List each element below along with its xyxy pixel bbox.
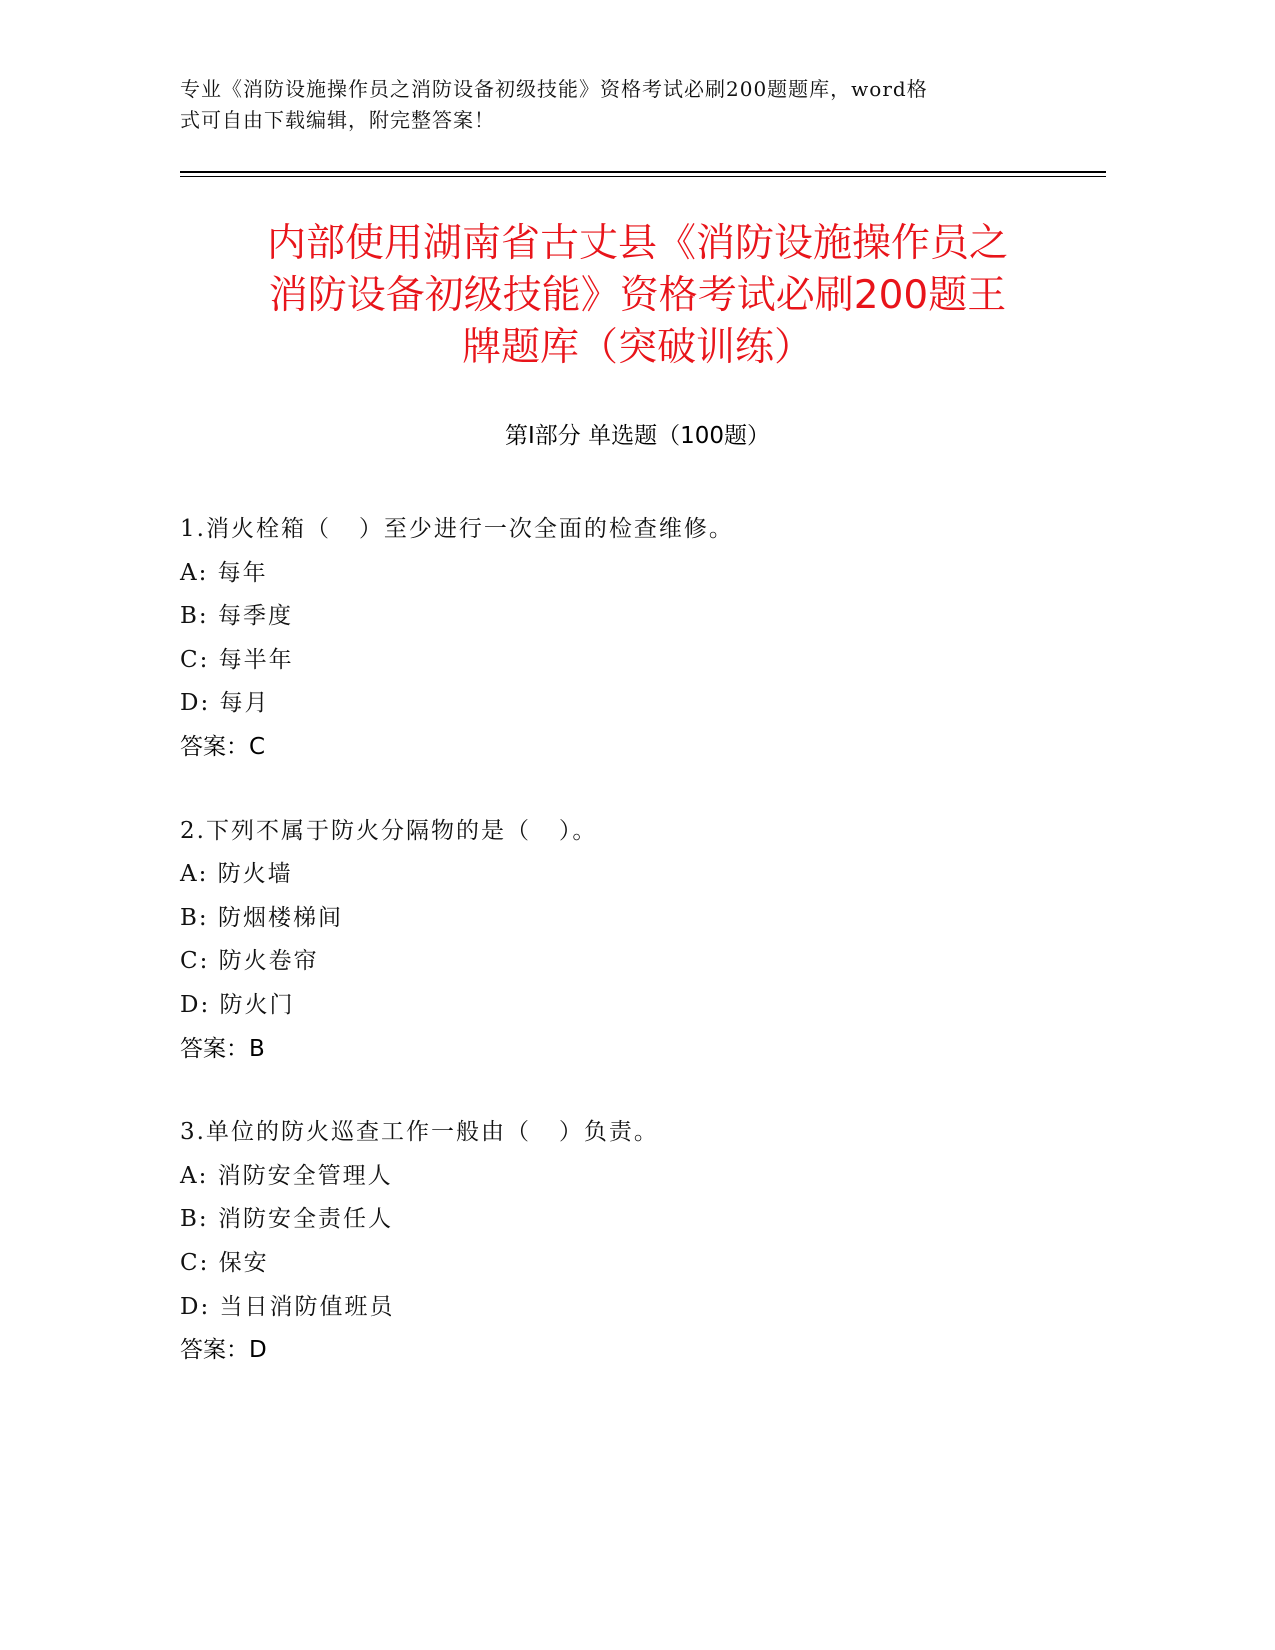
option-b: B: 每季度 [180, 603, 293, 630]
question-1 [180, 508, 1080, 770]
question-stem: 3.单位的防火巡查工作一般由（ ）负责。 [180, 1119, 659, 1146]
header-rule-thin [180, 176, 1106, 177]
document-title-line-2: 消防设备初级技能》资格考试必刷200题王 [268, 273, 1007, 318]
section-title: 第Ⅰ部分 单选题（100题） [505, 423, 770, 449]
question-3 [180, 1111, 1080, 1373]
option-d: D: 当日消防值班员 [180, 1293, 395, 1320]
answer: 答案：D [180, 1337, 267, 1364]
document-title-line-1: 内部使用湖南省古丈县《消防设施操作员之 [266, 221, 1008, 266]
header-note-line-2: 式可自由下载编辑，附完整答案！ [180, 108, 495, 132]
option-a: A: 防火墙 [180, 861, 293, 888]
option-b: B: 防烟楼梯间 [180, 904, 343, 931]
option-c: C: 保安 [180, 1249, 269, 1276]
question-2 [180, 810, 1080, 1072]
question-list [180, 508, 1080, 1413]
option-a: A: 每年 [180, 559, 268, 586]
question-stem: 2.下列不属于防火分隔物的是（ ）。 [180, 817, 598, 844]
document-title-line-3: 牌题库（突破训练） [461, 325, 813, 370]
option-a: A: 消防安全管理人 [180, 1162, 393, 1189]
header-note-line-1: 专业《消防设施操作员之消防设备初级技能》资格考试必刷200题题库，word格 [180, 77, 928, 101]
option-b: B: 消防安全责任人 [180, 1206, 393, 1233]
option-d: D: 防火门 [180, 991, 295, 1018]
header-note [180, 74, 1060, 136]
header-rule-thick [180, 171, 1106, 173]
document-title [140, 218, 1135, 374]
option-d: D: 每月 [180, 690, 270, 717]
answer: 答案：C [180, 733, 266, 760]
option-c: C: 每半年 [180, 646, 294, 673]
answer: 答案：B [180, 1035, 265, 1062]
question-stem: 1.消火栓箱（ ）至少进行一次全面的检查维修。 [180, 516, 734, 542]
option-c: C: 防火卷帘 [180, 948, 319, 975]
